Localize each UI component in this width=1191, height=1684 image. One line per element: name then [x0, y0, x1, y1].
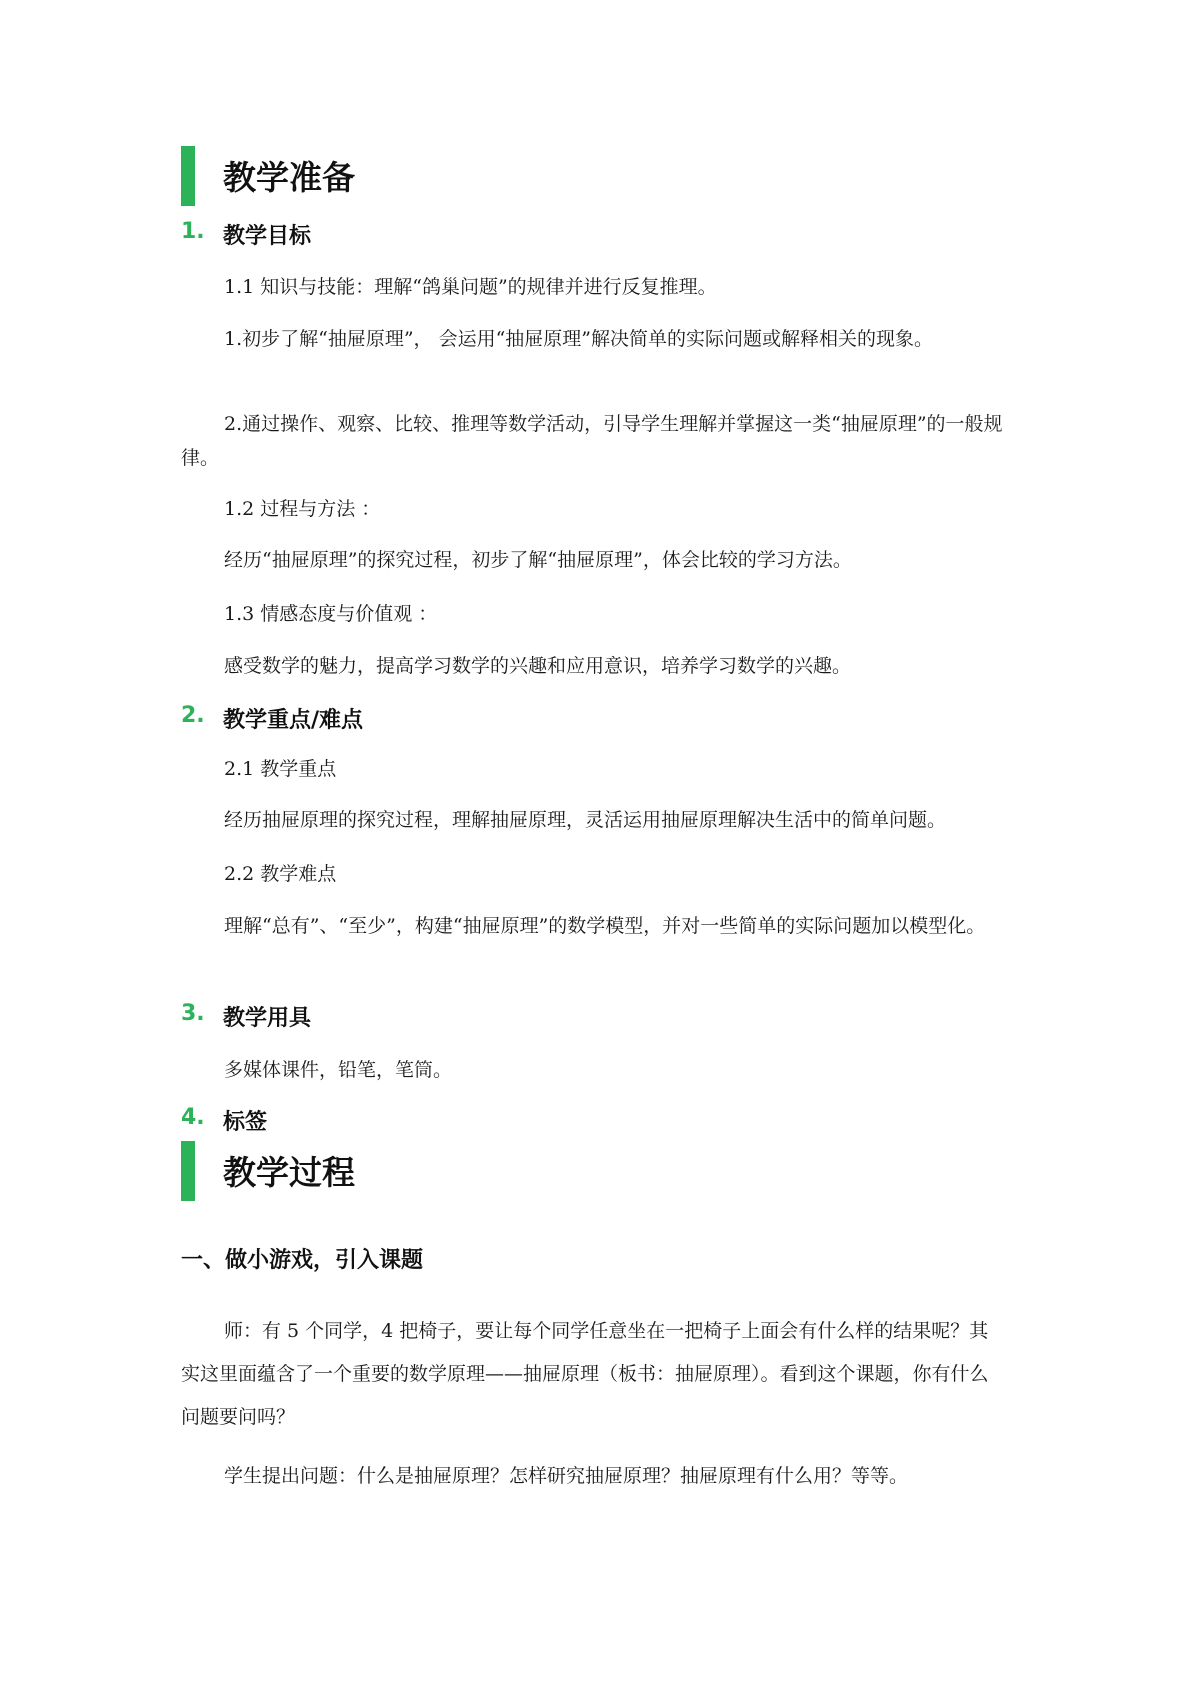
section-number: 4.	[181, 1105, 205, 1130]
section-number: 3.	[181, 1001, 205, 1026]
heading-accent-bar	[181, 146, 195, 206]
paragraph: 学生提出问题：什么是抽屉原理？怎样研究抽屉原理？抽屉原理有什么用？等等。	[224, 1465, 909, 1487]
paragraph: 1.初步了解“抽屉原理”， 会运用“抽屉原理”解决简单的实际问题或解释相关的现象。	[224, 328, 934, 350]
paragraph: 2.2 教学难点	[224, 863, 337, 885]
heading-text: 教学准备	[223, 158, 355, 197]
subsection-title: 一、做小游戏，引入课题	[181, 1248, 424, 1273]
section-title: 教学重点/难点	[223, 708, 364, 733]
paragraph: 2.通过操作、观察、比较、推理等数学活动，引导学生理解并掌握这一类“抽屉原理”的一般规律。	[181, 413, 1003, 469]
paragraph: 2.1 教学重点	[224, 758, 337, 780]
section-number: 2.	[181, 703, 205, 728]
section-title: 教学目标	[223, 224, 312, 249]
paragraph: 理解“总有”、“至少”，构建“抽屉原理”的数学模型，并对一些简单的实际问题加以模型化。	[224, 915, 986, 937]
section-title: 标签	[223, 1110, 268, 1135]
heading-accent-bar	[181, 1141, 195, 1201]
paragraph: 经历抽屉原理的探究过程，理解抽屉原理，灵活运用抽屉原理解决生活中的简单问题。	[224, 809, 947, 831]
paragraph: 1.2 过程与方法 ：	[224, 498, 381, 520]
paragraph: 多媒体课件，铅笔，笔筒。	[224, 1059, 453, 1081]
heading-text: 教学过程	[223, 1153, 355, 1192]
paragraph: 感受数学的魅力，提高学习数学的兴趣和应用意识，培养学习数学的兴趣。	[224, 655, 852, 677]
section-number: 1.	[181, 219, 205, 244]
section-title: 教学用具	[223, 1006, 312, 1031]
paragraph: 经历“抽屉原理”的探究过程，初步了解“抽屉原理”，体会比较的学习方法。	[224, 549, 852, 571]
paragraph: 1.3 情感态度与价值观 ：	[224, 603, 438, 625]
paragraph: 师：有 5 个同学，4 把椅子，要让每个同学任意坐在一把椅子上面会有什么样的结果呢？其实这里面蕴含了一个重要的数学原理——抽屉原理（板书：抽屉原理）。看到这个课题，你有什么问题要问吗？	[181, 1320, 989, 1428]
paragraph: 1.1 知识与技能：理解“鸽巢问题”的规律并进行反复推理。	[224, 276, 717, 298]
